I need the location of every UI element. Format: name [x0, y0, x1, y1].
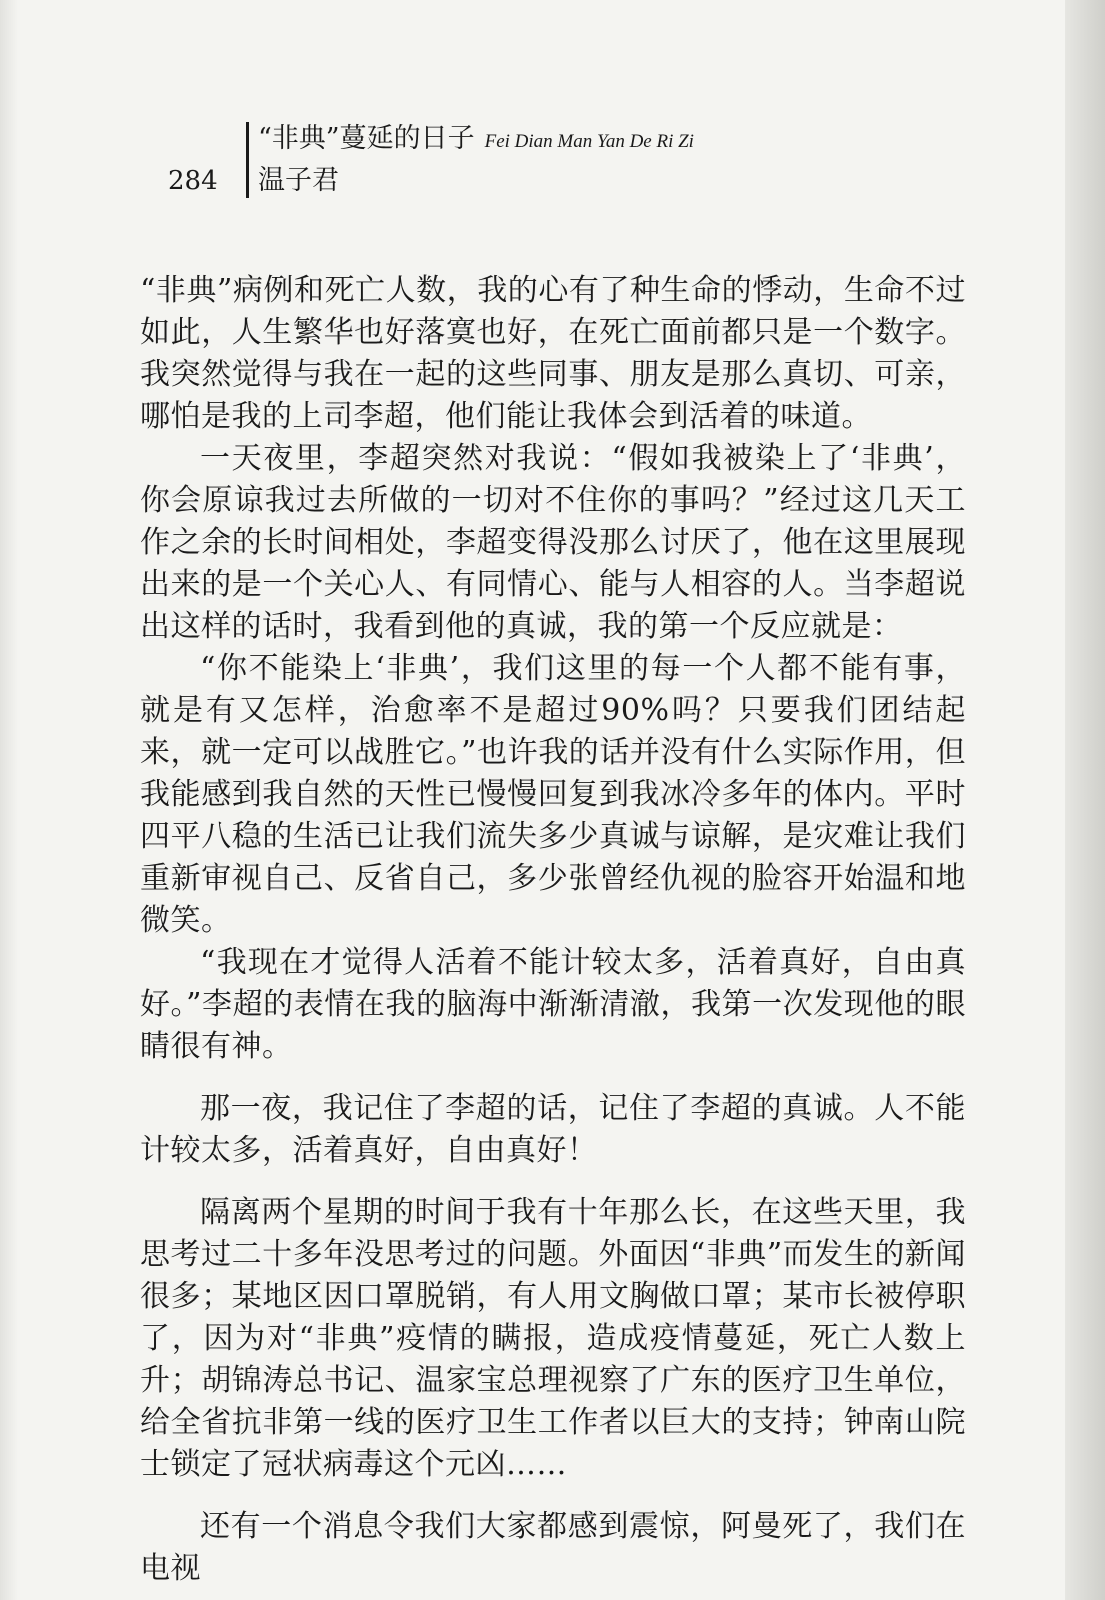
paragraph: 那一夜，我记住了李超的话，记住了李超的真诚。人不能计较太多，活着真好，自由真好！ [140, 1091, 966, 1168]
paragraph: “非典”病例和死亡人数，我的心有了种生命的悸动，生命不过如此，人生繁华也好落寞也好，在死亡面前都只是一个数字。我突然觉得与我在一起的这些同事、朋友是那么真切、可亲，哪怕是我的上司李超，他们能让我体会到活着的味道。 [140, 273, 966, 434]
paragraph: 隔离两个星期的时间于我有十年那么长，在这些天里，我思考过二十多年没思考过的问题。外面因“非典”而发生的新闻很多；某地区因口罩脱销，有人用文胸做口罩；某市长被停职了，因为对“非典”疫情的瞒报，造成疫情蔓延，死亡人数上升；胡锦涛总书记、温家宝总理视察了广东的医疗卫生单位，给全省抗非第一线的医疗卫生工作者以巨大的支持；钟南山院士锁定了冠状病毒这个元凶…… [140, 1195, 966, 1482]
running-header [168, 120, 988, 200]
page-number: 284 [168, 166, 218, 196]
paragraph: 还有一个消息令我们大家都感到震惊，阿曼死了，我们在电视 [140, 1509, 966, 1586]
paragraph: 一天夜里，李超突然对我说：“假如我被染上了‘非典’，你会原谅我过去所做的一切对不住你的事吗？”经过这几天工作之余的长时间相处，李超变得没那么讨厌了，他在这里展现出来的是一个关心人、有同情心、能与人相容的人。当李超说出这样的话时，我看到他的真诚，我的第一个反应就是： [140, 441, 966, 644]
chapter-title-pinyin: Fei Dian Man Yan De Ri Zi [484, 131, 694, 152]
page-right-edge [1065, 0, 1105, 1600]
chapter-title [258, 122, 694, 159]
header-divider [246, 122, 249, 198]
body-text [140, 270, 966, 1590]
author-name: 温子君 [258, 165, 339, 196]
chapter-title-text: “非典”蔓延的日子 [258, 123, 475, 154]
paragraph: “你不能染上‘非典’，我们这里的每一个人都不能有事，就是有又怎样，治愈率不是超过90%吗？只要我们团结起来，就一定可以战胜它。”也许我的话并没有什么实际作用，但我能感到我自然的天性已慢慢回复到我冰冷多年的体内。平时四平八稳的生活已让我们流失多少真诚与谅解，是灾难让我们重新审视自己、反省自己，多少张曾经仇视的脸容开始温和地微笑。 [140, 651, 966, 938]
page-left-edge [0, 0, 18, 1600]
paragraph: “我现在才觉得人活着不能计较太多，活着真好，自由真好。”李超的表情在我的脑海中渐渐清澈，我第一次发现他的眼睛很有神。 [140, 945, 966, 1064]
